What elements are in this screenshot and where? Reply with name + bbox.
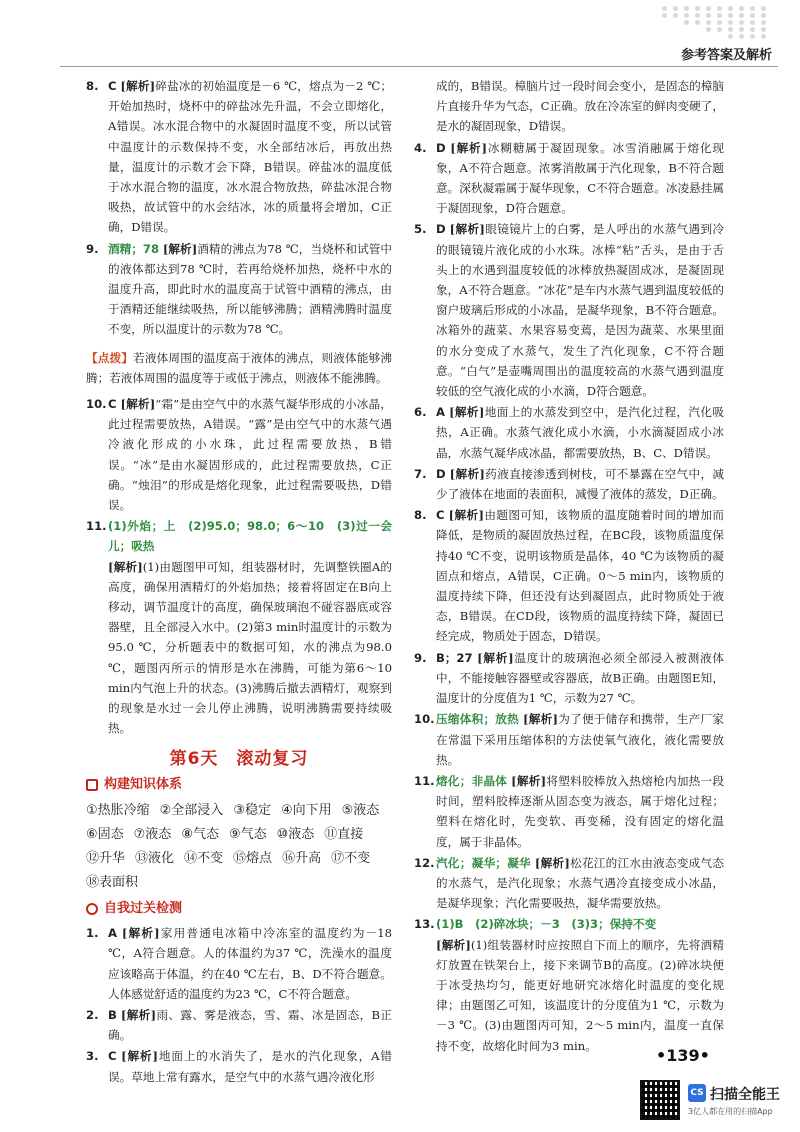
item-number: 4. (414, 140, 427, 155)
decor-dot (695, 20, 700, 25)
analysis-text: 成的，B错误。樟脑片过一段时间会变小，是固态的樟脑片直接升华为气态，C正确。放在冷冻室的鲜肉变硬了，是水的凝固现象，D错误。 (436, 79, 724, 134)
decor-dot (750, 34, 755, 39)
item-number: 9. (414, 650, 427, 665)
knowledge-item: ⑱表面积 (86, 874, 139, 890)
item-answer: A (108, 926, 117, 941)
decor-dot (750, 27, 755, 32)
decor-dot (739, 13, 744, 18)
item-number: 13. (414, 917, 435, 932)
item-number: 1. (86, 926, 99, 941)
analysis-text: 松花江的江水由液态变成气态的水蒸气，是汽化现象；水蒸气遇冷直接变成小冰晶，是凝华现象；汽化需要吸热，凝华需要放热。 (436, 855, 724, 911)
item-number: 8. (86, 79, 99, 93)
section-heading-text: 自我过关检测 (104, 900, 183, 916)
answer-item (86, 1046, 392, 1086)
decor-dot (750, 13, 755, 18)
analysis-tag: [解析] (449, 466, 485, 481)
item-number: 7. (414, 466, 427, 481)
decor-dot (761, 20, 766, 25)
day-title: 第6天 滚动复习 (169, 748, 309, 769)
knowledge-item: ⑧气态 (181, 826, 219, 842)
analysis-tag: [解析] (108, 559, 143, 574)
decor-dot (728, 27, 733, 32)
item-number: 8. (414, 508, 427, 523)
answer-item-continued (414, 76, 724, 137)
answer-item (414, 464, 724, 504)
answer-item (86, 394, 392, 515)
edit-icon (86, 779, 98, 791)
decor-dot (761, 13, 766, 18)
knowledge-list (86, 799, 392, 895)
decor-dot (717, 13, 722, 18)
analysis-text: (1)组装器材时应按照自下而上的顺序，先将酒精灯放置在铁架台上，接下来调节B的高度。(2)碎冰块便于冰受热均匀，能更好地研究冰熔化时温度的变化规律；由题图乙可知，该温度计的分度值为1 ℃，示数为－3 ℃。(3)由题图丙可知，2～5 min内，温度一直保持不变，故熔化时间为3 min。 (436, 937, 724, 1053)
decor-dot (706, 13, 711, 18)
page-number: •139• (656, 1046, 710, 1065)
item-answer: A (436, 405, 445, 420)
item-number: 11. (86, 519, 107, 534)
analysis-text: 温度计的玻璃泡必须全部浸入被测液体中，不能接触容器壁或容器底，故B正确。由题图E知，温度计的分度值为1 ℃，示数为27 ℃。 (436, 650, 724, 706)
analysis-text: 将塑料胶棒放入热熔枪内加热一段时间，塑料胶棒逐渐从固态变为液态，属于熔化过程；塑料在熔化时，先变软、再变稀，没有固定的熔化温度，属于非晶体。 (436, 773, 724, 849)
analysis-text: 冰糊糖属于凝固现象。冰雪消融属于熔化现象，A不符合题意。浓雾消散属于汽化现象，B不符合题意。深秋凝霜属于凝华现象，C不符合题意。冰凌悬挂属于凝固现象，D符合题意。 (436, 140, 724, 216)
decor-dot (673, 6, 678, 11)
decor-dot (761, 6, 766, 11)
section-heading-text: 构建知识体系 (104, 776, 183, 792)
analysis-tag: [解析] (162, 241, 198, 256)
decor-dot (684, 13, 689, 18)
item-number: 9. (86, 241, 99, 256)
decor-dot (684, 6, 689, 11)
watermark-brand: 扫描全能王 (710, 1087, 780, 1103)
analysis-tag: [解析] (449, 222, 485, 237)
knowledge-item: ⑯升高 (282, 850, 322, 866)
item-number: 6. (414, 405, 427, 420)
knowledge-item: ⑰不变 (331, 850, 371, 866)
analysis-tag: [解析] (120, 397, 156, 412)
decor-dot (739, 27, 744, 32)
item-number: 12. (414, 855, 435, 870)
item-answer: C (108, 79, 117, 93)
answer-item (86, 239, 392, 340)
section-heading-selftest (86, 899, 392, 919)
answer-item (414, 771, 724, 852)
header-title: 参考答案及解析 (680, 48, 772, 63)
analysis-tag: [解析] (449, 405, 485, 420)
analysis-text: 为了便于储存和携带，生产厂家在常温下采用压缩体积的方法使氧气液化，液化需要放热。 (436, 712, 724, 767)
analysis-tag: [解析] (450, 140, 487, 155)
decor-dot (717, 20, 722, 25)
knowledge-item: ⑮熔点 (233, 850, 273, 866)
analysis-text: 地面上的水消失了，是水的汽化现象，A错误。草地上常有露水，是空气中的水蒸气遇冷液化形 (108, 1049, 393, 1084)
analysis-tag: [解析] (121, 1049, 158, 1064)
decor-dot (706, 27, 711, 32)
item-answer: C (108, 1049, 117, 1064)
decor-dot (728, 6, 733, 11)
answer-item (414, 648, 724, 709)
knowledge-item: ⑨气态 (228, 826, 267, 842)
section-heading-knowledge (86, 775, 392, 795)
item-answer: (1)B (2)碎冰块；－3 (3)3；保持不变 (436, 917, 657, 932)
item-answer: D (436, 140, 446, 155)
decor-dot (728, 34, 733, 39)
answer-item (414, 219, 724, 401)
decor-dot (706, 6, 711, 11)
answer-item (414, 853, 724, 914)
tip-text: 若液体周围的温度高于液体的沸点，则液体能够沸腾；若液体周围的温度等于或低于沸点，则液体不能沸腾。 (86, 350, 392, 385)
answer-item (414, 914, 724, 1055)
decor-dot (761, 34, 766, 39)
decor-dot (717, 6, 722, 11)
decor-dot (750, 6, 755, 11)
tip-box (86, 348, 392, 388)
item-answer: D (436, 466, 446, 481)
item-number: 2. (86, 1007, 99, 1022)
answer-item (414, 709, 724, 770)
analysis-text: 眼镜镜片上的白雾，是人呼出的水蒸气遇到冷的眼镜镜片液化成的小水珠。冰棒“粘”舌头，是由于舌头上的水遇到温度较低的冰棒放热凝固成冰，是凝固现象，A不符合题意。“冰花”是车内水蒸气遇到温度较低的窗户玻璃后形成的小冰晶，是凝华现象，B不符合题意。冰箱外的蔬菜、水果容易变蔫，是因为蔬菜、水果里面的水分变成了水蒸气，发生了汽化现象，C不符合题意。“白气”是壶嘴周围出的温度较高的水蒸气遇到温度较低的空气液化成的小水滴，D符合题意。 (436, 222, 724, 399)
decor-dot (673, 13, 678, 18)
header-divider (60, 66, 778, 67)
analysis-tag: [解析] (436, 937, 471, 952)
answer-item (414, 505, 724, 646)
item-answer: C (108, 397, 117, 412)
item-answer: (1)外焰；上 (2)95.0；98.0；6～10 (3)过一会儿；吸热 (108, 519, 392, 554)
knowledge-item: ⑥固态 (86, 826, 124, 842)
item-answer: 熔化；非晶体 (436, 773, 508, 788)
answer-item (86, 1005, 392, 1045)
right-column (414, 76, 724, 1057)
item-answer: 压缩体积；放热 (436, 712, 520, 727)
analysis-tag: [解析] (120, 1007, 157, 1022)
answer-item (86, 516, 392, 738)
left-column (86, 76, 392, 1088)
analysis-tag: [解析] (121, 926, 160, 941)
decor-dot (717, 27, 722, 32)
analysis-text: 家用普通电冰箱中冷冻室的温度约为－18 ℃，A符合题意。人的体温约为37 ℃，洗澡水的温度应该略高于体温，约在40 ℃左右，B、D不符合题意。人体感觉舒适的温度约为23 ℃，C不符合题意。 (108, 926, 392, 1001)
decor-dot (662, 6, 667, 11)
knowledge-item: ⑫升华 (86, 850, 126, 866)
item-answer: C (436, 508, 445, 523)
knowledge-item: ②全部浸入 (159, 802, 224, 818)
analysis-text: 由题图可知，该物质的温度随着时间的增加而降低，是物质的凝固放热过程，在BC段，该物质温度保持40 ℃不变，说明该物质是晶体，40 ℃为该物质的凝固点和熔点，A错误，C正确。0～5 min内，该物质的温度持续下降，但还没有达到凝固点，此时物质处于液态，B错误。在CD段，该物质的温度持续下降，凝固已经完成，物质处于固态，D错误。 (436, 508, 724, 644)
tip-label: 【点拨】 (86, 350, 134, 365)
item-answer: B (108, 1007, 117, 1022)
knowledge-item: ①热胀冷缩 (86, 802, 150, 818)
answer-item (414, 138, 724, 219)
decor-dot (728, 13, 733, 18)
decor-dot (662, 13, 667, 18)
decor-dot (761, 27, 766, 32)
analysis-text: (1)由题图甲可知，组装器材时，先调整铁圈A的高度，确保用酒精灯的外焰加热；接着将固定在B向上移动，调节温度计的高度，确保玻璃泡不碰容器底或容器壁，且全部浸入水中。(2)第3 min时温度计的示数为95.0 ℃，分析题表中的数据可知，水的沸点为98.0 ℃，题图丙所示的情形是水在沸腾，可能为第6～10 min内气泡上升的状态。(3)沸腾后撤去酒精灯，观察到的现象是水过一会儿停止沸腾，说明沸腾需要持续吸热。 (108, 559, 392, 736)
answer-item (414, 402, 724, 463)
qr-code-icon (640, 1080, 680, 1120)
analysis-tag: [解析] (120, 79, 156, 93)
analysis-text: 雨、露、雾是液态，雪、霜、冰是固态，B正确。 (108, 1007, 392, 1043)
knowledge-item: ⑦液态 (133, 826, 172, 842)
analysis-tag: [解析] (534, 855, 570, 870)
answer-item (86, 76, 392, 238)
analysis-text: “霜”是由空气中的水蒸气凝华形成的小冰晶，此过程需要放热，A错误。“露”是由空气中的水蒸气遇冷液化形成的小水珠，此过程需要放热，B错误。“冰”是由水凝固形成的，此过程需要放热，C正确。“烛泪”的形成是熔化现象，此过程需要吸热，D错误。 (108, 397, 393, 513)
item-answer: 汽化；凝华；凝华 (436, 855, 531, 870)
analysis-text: 药液直接渗透到树枝，可不暴露在空气中，减少了液体在地面的表面积，减慢了液体的蒸发，D正确。 (436, 466, 724, 502)
item-number: 10. (86, 397, 107, 412)
analysis-tag: [解析] (477, 650, 514, 665)
item-number: 3. (86, 1049, 99, 1064)
scanner-watermark (640, 1080, 790, 1124)
watermark-tagline: 3亿人都在用的扫描App (688, 1107, 773, 1116)
knowledge-item: ⑤液态 (341, 802, 380, 818)
decor-dot (750, 20, 755, 25)
item-answer: D (436, 222, 446, 237)
decor-dot (739, 20, 744, 25)
knowledge-item: ③稳定 (233, 802, 271, 818)
knowledge-item: ④向下用 (280, 802, 332, 818)
item-number: 5. (414, 222, 427, 237)
item-answer: 酒精；78 (108, 241, 160, 256)
decor-dot (706, 20, 711, 25)
knowledge-item: ⑪直接 (324, 826, 364, 842)
decor-dot (739, 34, 744, 39)
item-number: 10. (414, 712, 435, 727)
analysis-text: 酒精的沸点为78 ℃，当烧杯和试管中的液体都达到78 ℃时，若再给烧杯加热，烧杯中水的温度升高，即此时水的温度高于试管中酒精的沸点，由于酒精还能继续吸热，所以能够沸腾；酒精沸腾时温度不变，所以温度计的示数为78 ℃。 (108, 241, 393, 337)
decor-dot (739, 6, 744, 11)
item-number: 11. (414, 773, 435, 788)
analysis-tag: [解析] (522, 712, 558, 727)
decor-dot (695, 6, 700, 11)
answer-item (86, 923, 392, 1004)
knowledge-item: ⑭不变 (184, 850, 224, 866)
analysis-text: 碎盐冰的初始温度是－6 ℃，熔点为－2 ℃；开始加热时，烧杯中的碎盐冰先升温，不会立即熔化，A错误。冰水混合物中的水凝固时温度不变，所以试管中温度计的示数保持不变，水全部结冰后，再放出热量，温度计的示数才会下降，B错误。碎盐冰的温度低于冰水混合物的温度，冰水混合物放热，碎盐冰混合物吸热，故试管中的水会结冰，冰的质量将会增加，C正确，D错误。 (108, 79, 392, 235)
decor-dot (684, 20, 689, 25)
analysis-tag: [解析] (511, 773, 547, 788)
camscanner-logo-icon: CS (688, 1084, 706, 1102)
analysis-tag: [解析] (448, 508, 484, 523)
item-answer: B；27 (436, 650, 473, 665)
analysis-text: 地面上的水蒸发到空中，是汽化过程，汽化吸热，A正确。水蒸气液化成小水滴，小水滴凝固成小冰晶，水蒸气凝华成冰晶，都需要放热，B、C、D错误。 (436, 405, 724, 460)
knowledge-item: ⑩液态 (276, 826, 315, 842)
check-icon (86, 903, 98, 915)
knowledge-item: ⑬液化 (135, 850, 175, 866)
decor-dot (695, 13, 700, 18)
decor-dot (728, 20, 733, 25)
